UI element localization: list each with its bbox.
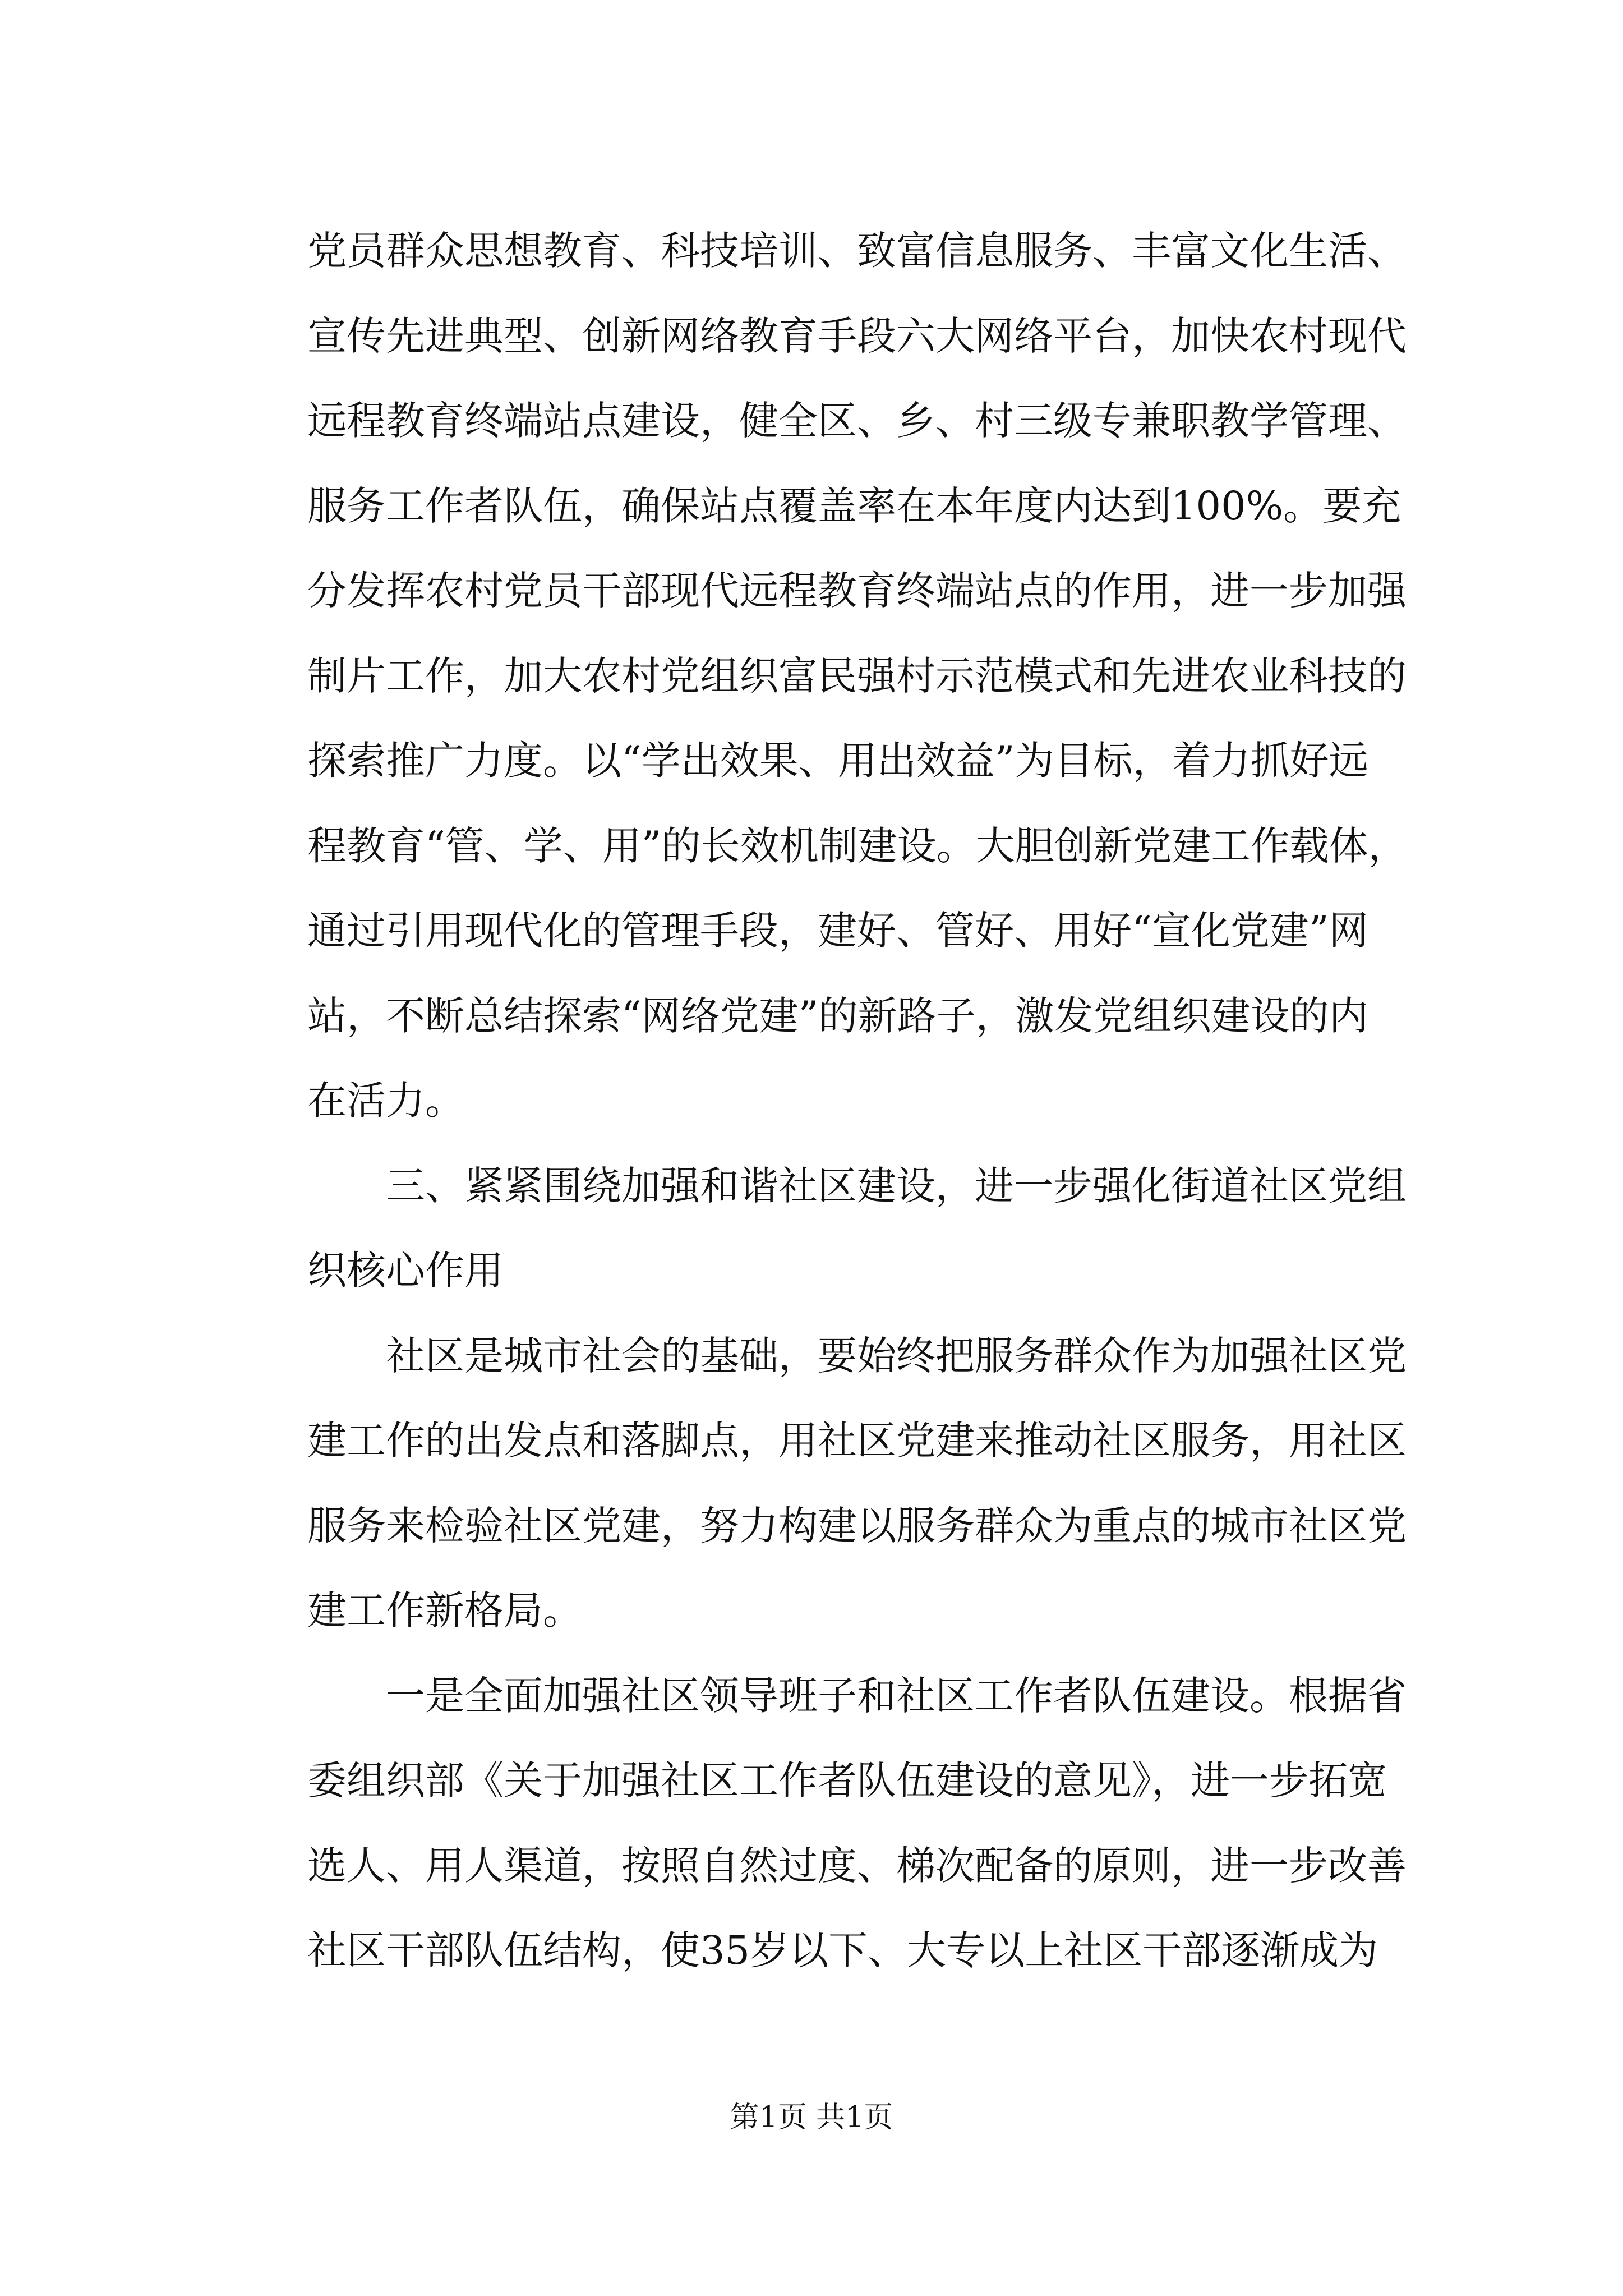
paragraph-line: 在活力。: [307, 1078, 464, 1124]
page-footer: [0, 2098, 1623, 2137]
paragraph-line: 服务工作者队伍，确保站点覆盖率在本年度内达到100%。要充: [307, 482, 1401, 529]
paragraph-line: 远程教育终端站点建设，健全区、乡、村三级专兼职教学管理、: [307, 398, 1407, 444]
paragraph-line: 通过引用现代化的管理手段，建好、管好、用好“宣化党建”网: [307, 908, 1368, 954]
paragraph-line: 建工作新格局。: [307, 1588, 582, 1634]
paragraph-line: 分发挥农村党员干部现代远程教育终端站点的作用，进一步加强: [307, 568, 1407, 614]
paragraph-line: 委组织部《关于加强社区工作者队伍建设的意见》，进一步拓宽: [307, 1757, 1387, 1803]
paragraph-line: 程教育“管、学、用”的长效机制建设。大胆创新党建工作载体，: [307, 822, 1408, 869]
paragraph-line: 党员群众思想教育、科技培训、致富信息服务、丰富文化生活、: [307, 228, 1407, 274]
paragraph-line: 社区是城市社会的基础，要始终把服务群众作为加强社区党: [386, 1332, 1407, 1379]
document-body: [307, 209, 1423, 1994]
paragraph-line: 社区干部队伍结构，使35岁以下、大专以上社区干部逐渐成为: [307, 1927, 1378, 1973]
paragraph-line: 建工作的出发点和落脚点，用社区党建来推动社区服务，用社区: [307, 1418, 1407, 1464]
paragraph-line: 站，不断总结探索“网络党建”的新路子，激发党组织建设的内: [307, 992, 1368, 1039]
paragraph-line: 一是全面加强社区领导班子和社区工作者队伍建设。根据省: [386, 1672, 1407, 1719]
paragraph-line: 制片工作，加大农村党组织富民强村示范模式和先进农业科技的: [307, 652, 1407, 699]
paragraph-line: 宣传先进典型、创新网络教育手段六大网络平台，加快农村现代: [307, 312, 1407, 359]
paragraph-line: 探索推广力度。以“学出效果、用出效益”为目标，着力抓好远: [307, 738, 1368, 784]
paragraph-line: 选人、用人渠道，按照自然过度、梯次配备的原则，进一步改善: [307, 1842, 1407, 1889]
section-heading-line: 三、紧紧围绕加强和谐社区建设，进一步强化街道社区党组: [386, 1162, 1407, 1209]
page-number-label: 第1页 共1页: [730, 2101, 893, 2134]
section-heading-line: 织核心作用: [307, 1248, 504, 1294]
paragraph-line: 服务来检验社区党建，努力构建以服务群众为重点的城市社区党: [307, 1502, 1407, 1549]
